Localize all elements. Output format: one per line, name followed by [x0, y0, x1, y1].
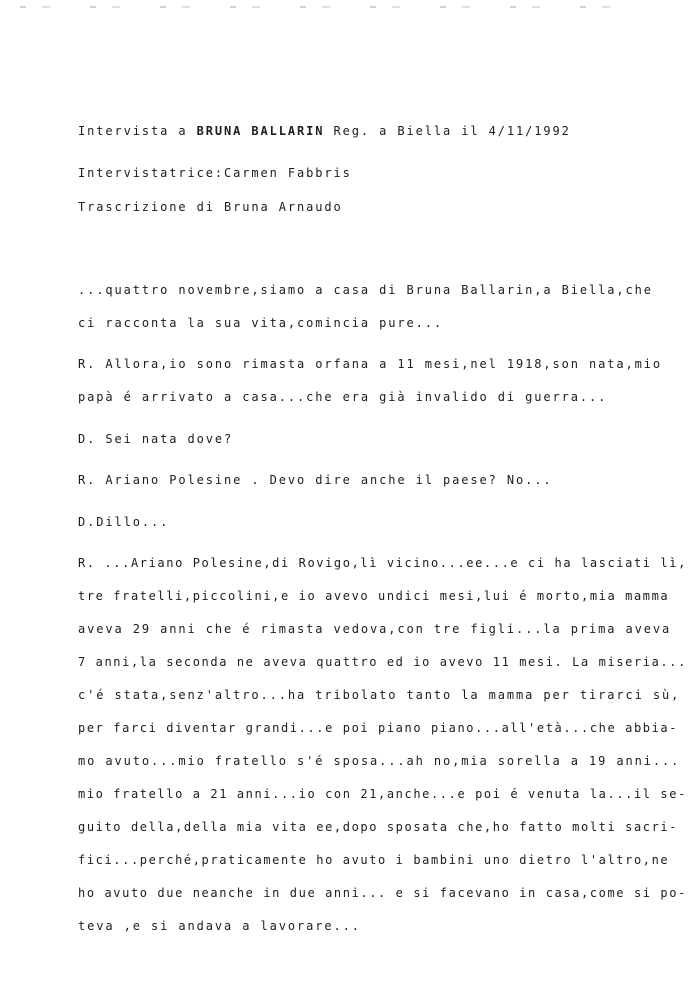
transcript-line: aveva 29 anni che é rimasta vedova,con tre figli...la prima aveva: [78, 622, 672, 636]
transcript-line: ho avuto due neanche in due anni... e si facevano in casa,come si po-: [78, 886, 687, 900]
transcript-line: 7 anni,la seconda ne aveva quattro ed io avevo 11 mesi. La miseria...: [78, 655, 687, 669]
transcript-line: D. Sei nata dove?: [78, 432, 234, 446]
transcript-line: R. ...Ariano Polesine,di Rovigo,lì vicino...ee...e ci ha lasciati lì,: [78, 556, 687, 570]
transcript-line: ...quattro novembre,siamo a casa di Bruna Ballarin,a Biella,che: [78, 283, 653, 297]
transcription-line: Trascrizione di Bruna Arnaudo: [78, 200, 343, 214]
transcript-line: mio fratello a 21 anni...io con 21,anche...e poi é venuta la...il se-: [78, 787, 687, 801]
transcript-line: mo avuto...mio fratello s'é sposa...ah no,mia sorella a 19 anni...: [78, 754, 681, 768]
transcript-line: teva ,e si andava a lavorare...: [78, 919, 361, 933]
transcript-line: R. Allora,io sono rimasta orfana a 11 mesi,nel 1918,son nata,mio: [78, 357, 662, 371]
transcript-line: R. Ariano Polesine . Devo dire anche il paese? No...: [78, 473, 553, 487]
header-registration: Reg. a Biella il 4/11/1992: [324, 124, 571, 138]
transcript-line: tre fratelli,piccolini,e io avevo undici mesi,lui é morto,mia mamma: [78, 589, 670, 603]
transcript-line: D.Dillo...: [78, 515, 170, 529]
interview-header: [78, 124, 571, 138]
interviewee-name: BRUNA BALLARIN: [196, 124, 325, 138]
transcript-line: c'é stata,senz'altro...ha tribolato tanto la mamma per tirarci sù,: [78, 688, 681, 702]
scan-artifact-top: [20, 6, 640, 8]
transcript-line: ci racconta la sua vita,comincia pure...: [78, 316, 443, 330]
transcript-line: papà é arrivato a casa...che era già invalido di guerra...: [78, 390, 608, 404]
transcript-line: guito della,della mia vita ee,dopo sposata che,ho fatto molti sacri-: [78, 820, 679, 834]
transcript-line: fici...perché,praticamente ho avuto i bambini uno dietro l'altro,ne: [78, 853, 670, 867]
header-intro: Intervista a: [78, 124, 197, 138]
interviewer-line: Intervistatrice:Carmen Fabbris: [78, 166, 352, 180]
transcript-line: per farci diventar grandi...e poi piano piano...all'età...che abbia-: [78, 721, 679, 735]
